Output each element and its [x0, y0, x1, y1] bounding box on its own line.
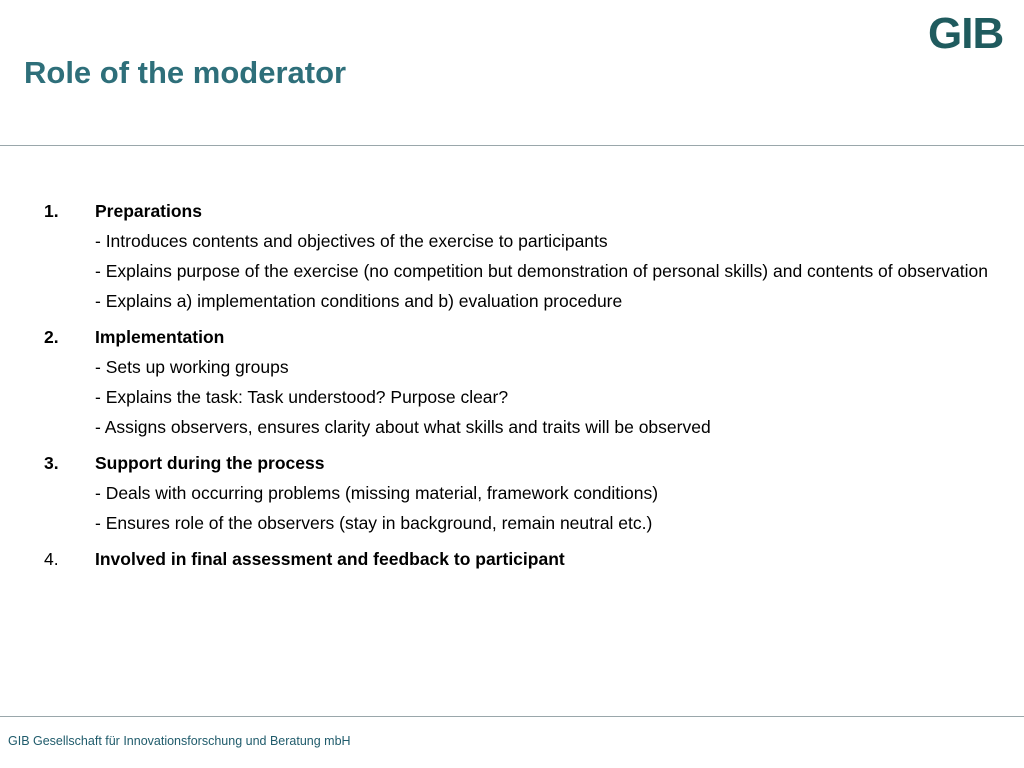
item-number: 1. — [44, 201, 59, 221]
item-number: 4. — [44, 549, 59, 569]
list-item-implementation — [44, 326, 994, 438]
list-item-preparations — [44, 200, 994, 312]
sub-point: - Explains purpose of the exercise (no competition but demonstration of personal skills) and contents of observation — [95, 261, 988, 281]
list-item-support — [44, 452, 994, 534]
item-heading: Implementation — [95, 327, 225, 347]
sub-point: - Explains the task: Task understood? Purpose clear? — [95, 387, 509, 407]
content-list — [44, 200, 994, 584]
item-number: 2. — [44, 327, 59, 347]
item-heading: Involved in final assessment and feedback to participant — [95, 549, 565, 569]
list-item-assessment — [44, 548, 994, 570]
sub-point: - Deals with occurring problems (missing material, framework conditions) — [95, 483, 659, 503]
sub-point: - Explains a) implementation conditions and b) evaluation procedure — [95, 291, 623, 311]
sub-point: - Assigns observers, ensures clarity about what skills and traits will be observed — [95, 417, 711, 437]
item-heading: Support during the process — [95, 453, 325, 473]
sub-point: - Sets up working groups — [95, 357, 289, 377]
footer-company: GIB Gesellschaft für Innovationsforschung und Beratung mbH — [8, 734, 351, 748]
header-divider — [0, 145, 1024, 146]
page-title: Role of the moderator — [24, 55, 347, 90]
sub-point: - Introduces contents and objectives of the exercise to participants — [95, 231, 608, 251]
item-heading: Preparations — [95, 201, 202, 221]
item-number: 3. — [44, 453, 59, 473]
gib-logo: GIB — [928, 9, 1004, 58]
sub-point: - Ensures role of the observers (stay in background, remain neutral etc.) — [95, 513, 653, 533]
footer-divider — [0, 716, 1024, 717]
